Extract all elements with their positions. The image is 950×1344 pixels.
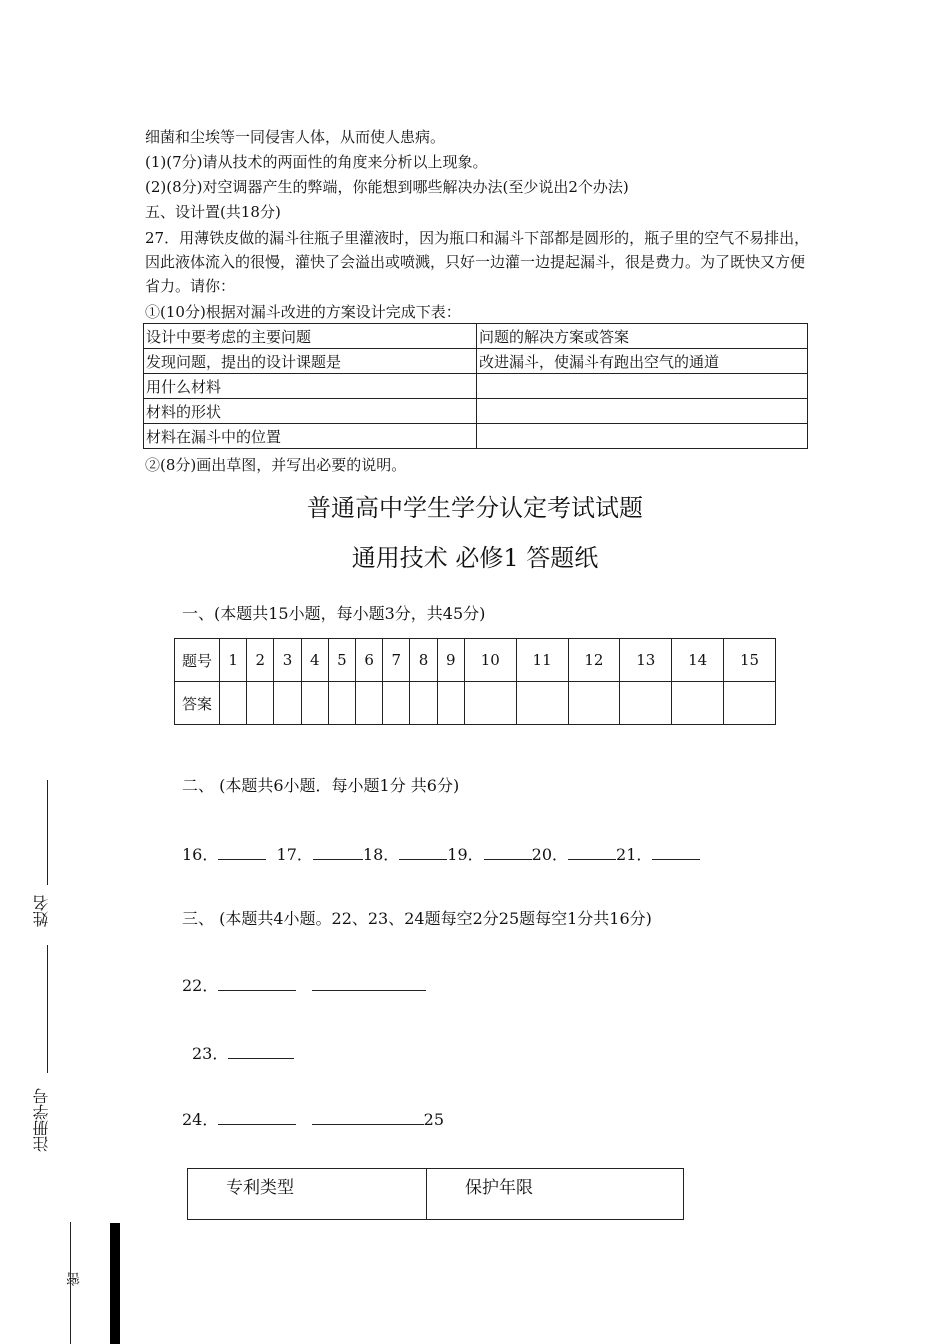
question-number: 14 bbox=[672, 639, 724, 682]
question-number: 11 bbox=[516, 639, 568, 682]
question-number: 15 bbox=[724, 639, 776, 682]
fill-label: 21． bbox=[616, 845, 653, 864]
table-row bbox=[144, 399, 808, 424]
question-number: 1 bbox=[220, 639, 247, 682]
q22-label: 22． bbox=[182, 976, 219, 995]
section-3-heading: 三、 (本题共4小题。22、23、24题每空2分25题每空1分共16分) bbox=[182, 909, 652, 928]
row-label: 答案 bbox=[175, 682, 220, 725]
fill-blank[interactable] bbox=[218, 1110, 296, 1125]
table-cell: 用什么材料 bbox=[144, 374, 477, 399]
question-number: 13 bbox=[620, 639, 672, 682]
q24-label: 24． bbox=[182, 1110, 219, 1129]
answer-cell[interactable] bbox=[356, 682, 383, 725]
q22-line bbox=[182, 973, 426, 996]
sub-question-1: ①(10分)根据对漏斗改进的方案设计完成下表： bbox=[145, 303, 461, 321]
question-number: 5 bbox=[328, 639, 355, 682]
answer-cell[interactable] bbox=[220, 682, 247, 725]
question-number: 10 bbox=[464, 639, 516, 682]
table-row bbox=[188, 1169, 684, 1220]
answer-cell[interactable] bbox=[672, 682, 724, 725]
design-table bbox=[143, 323, 808, 449]
seal-label: 密 bbox=[66, 1272, 82, 1286]
fill-label: 16． bbox=[182, 845, 219, 864]
fill-label: 19． bbox=[447, 845, 484, 864]
question-number: 3 bbox=[274, 639, 301, 682]
fill-blank[interactable] bbox=[313, 845, 363, 860]
reg-no-underline bbox=[47, 945, 48, 1073]
q25-label: 25 bbox=[423, 1110, 444, 1129]
question-number: 9 bbox=[437, 639, 464, 682]
q23-label: 23． bbox=[192, 1044, 229, 1063]
fill-label: 20． bbox=[531, 845, 569, 864]
question-number: 8 bbox=[410, 639, 437, 682]
fill-blank[interactable] bbox=[399, 845, 447, 860]
answer-cell[interactable] bbox=[410, 682, 437, 725]
table-row bbox=[144, 424, 808, 449]
answer-cell[interactable] bbox=[247, 682, 274, 725]
number-row bbox=[175, 639, 776, 682]
question-number: 7 bbox=[383, 639, 410, 682]
question-number: 2 bbox=[247, 639, 274, 682]
fill-blank[interactable] bbox=[312, 976, 426, 991]
answer-grid bbox=[174, 638, 776, 725]
patent-type-cell: 专利类型 bbox=[188, 1169, 427, 1220]
fill-blank[interactable] bbox=[218, 845, 266, 860]
question-27: 27．用薄铁皮做的漏斗往瓶子里灌液时，因为瓶口和漏斗下部都是圆形的，瓶子里的空气不易排出，因此液体流入的很慢，灌快了会溢出或喷溅，只好一边灌一边提起漏斗，很是费力。为了既快又方便省力。请你： bbox=[145, 229, 810, 295]
protection-years-cell: 保护年限 bbox=[427, 1169, 684, 1220]
q23-line bbox=[192, 1041, 294, 1064]
answer-cell[interactable] bbox=[328, 682, 355, 725]
fill-blank-line bbox=[182, 842, 700, 865]
table-cell: 设计中要考虑的主要问题 bbox=[144, 324, 477, 349]
question-2: (2)(8分)对空调器产生的弊端，你能想到哪些解决办法(至少说出2个办法) bbox=[145, 178, 629, 196]
table-cell: 材料的形状 bbox=[144, 399, 477, 424]
table-row bbox=[144, 349, 808, 374]
fill-blank[interactable] bbox=[312, 1110, 424, 1125]
fill-blank[interactable] bbox=[568, 845, 616, 860]
sub-question-2: ②(8分)画出草图，并写出必要的说明。 bbox=[145, 456, 407, 474]
table-cell-empty bbox=[477, 374, 808, 399]
row-label: 题号 bbox=[175, 639, 220, 682]
answer-cell[interactable] bbox=[620, 682, 672, 725]
answer-cell[interactable] bbox=[724, 682, 776, 725]
section-5-heading: 五、设计置(共18分) bbox=[145, 203, 281, 221]
fill-blank[interactable] bbox=[652, 845, 700, 860]
paragraph-continuation: 细菌和尘埃等一同侵害人体，从而使人患病。 bbox=[145, 128, 446, 146]
answer-cell[interactable] bbox=[568, 682, 620, 725]
answer-sheet-title: 普通高中学生学分认定考试试题 bbox=[307, 494, 643, 522]
question-number: 12 bbox=[568, 639, 620, 682]
answer-cell[interactable] bbox=[274, 682, 301, 725]
fill-label: 17． bbox=[276, 845, 313, 864]
name-underline bbox=[47, 780, 48, 885]
section-2-heading: 二、 (本题共6小题．每小题1分 共6分) bbox=[182, 776, 460, 795]
table-cell: 发现问题，提出的设计课题是 bbox=[144, 349, 477, 374]
q24-line bbox=[182, 1107, 444, 1130]
fill-label: 18． bbox=[362, 845, 400, 864]
fill-blank[interactable] bbox=[228, 1044, 294, 1059]
answer-cell[interactable] bbox=[301, 682, 328, 725]
table-cell-empty bbox=[477, 424, 808, 449]
answer-cell[interactable] bbox=[464, 682, 516, 725]
fill-blank[interactable] bbox=[484, 845, 532, 860]
question-number: 4 bbox=[301, 639, 328, 682]
answer-cell[interactable] bbox=[516, 682, 568, 725]
binding-bar bbox=[110, 1223, 120, 1344]
name-label: 姓名 bbox=[32, 895, 51, 927]
fill-blank[interactable] bbox=[218, 976, 296, 991]
question-1: (1)(7分)请从技术的两面性的角度来分析以上现象。 bbox=[145, 153, 488, 171]
table-cell: 改进漏斗，使漏斗有跑出空气的通道 bbox=[477, 349, 808, 374]
answer-cell[interactable] bbox=[437, 682, 464, 725]
answer-cell[interactable] bbox=[383, 682, 410, 725]
table-cell-empty bbox=[477, 399, 808, 424]
registration-number-label: 注册学号 bbox=[32, 1088, 51, 1152]
question-number: 6 bbox=[356, 639, 383, 682]
answer-row bbox=[175, 682, 776, 725]
answer-sheet-subtitle: 通用技术 必修1 答题纸 bbox=[351, 544, 599, 572]
table-row bbox=[144, 374, 808, 399]
table-cell: 材料在漏斗中的位置 bbox=[144, 424, 477, 449]
patent-table bbox=[187, 1168, 684, 1220]
table-cell: 问题的解决方案或答案 bbox=[477, 324, 808, 349]
section-1-heading: 一、(本题共15小题，每小题3分，共45分) bbox=[182, 604, 486, 623]
table-row bbox=[144, 324, 808, 349]
